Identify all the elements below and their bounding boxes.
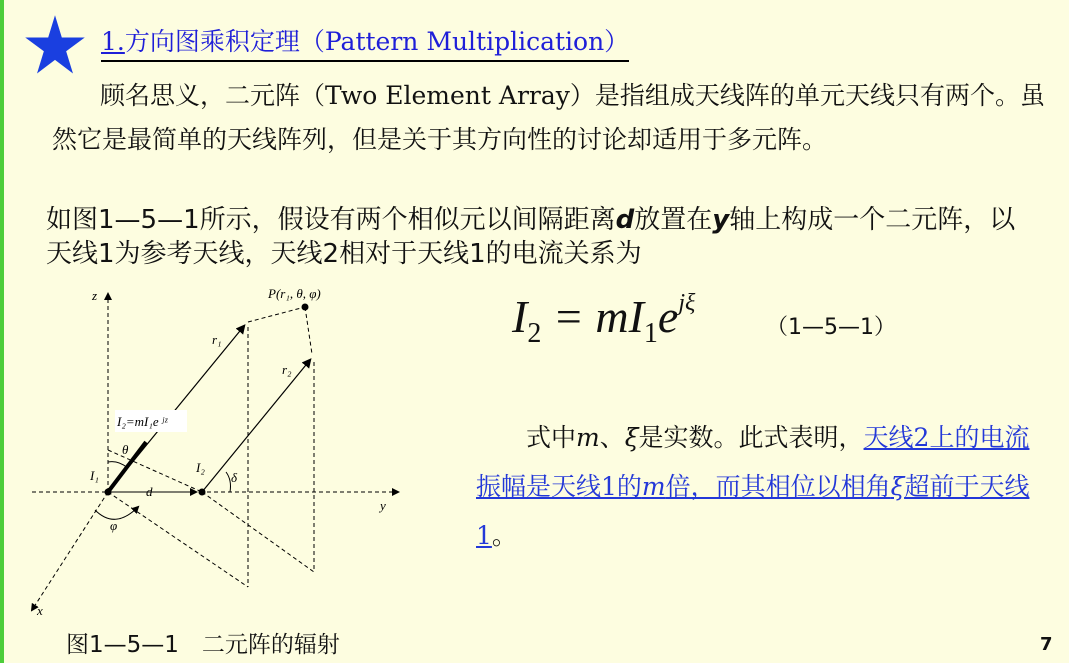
r1-label: r₁ [212, 332, 222, 347]
axis-x-label: x [37, 603, 43, 618]
var-y: y [712, 205, 730, 235]
d-label: d [146, 484, 153, 499]
axis-y-label: y [380, 498, 386, 513]
page-number: 7 [1040, 634, 1053, 655]
i2-equation-label: I₂=mI₁e ʲᶻ [117, 414, 168, 429]
axis-z-label: z [92, 288, 98, 303]
two-element-array-diagram [20, 282, 410, 620]
point-p-label: P(r₁, θ, φ) [268, 286, 321, 301]
intro-paragraph: 顾名思义，二元阵（Two Element Array）是指组成天线阵的单元天线只有两个。虽然它是最简单的天线阵列，但是关于其方向性的讨论却适用于多元阵。 [52, 81, 1045, 154]
var-d: d [615, 205, 635, 235]
section-heading: 1.方向图乘积定理（Pattern Multiplication） [101, 22, 629, 62]
explanation-link[interactable]: 天线2上的电流振幅是天线1的m倍，而其相位以相角ξ超前于天线1 [476, 423, 1030, 550]
setup-paragraph: 如图1—5—1所示，假设有两个相似元以间隔距离d放置在y轴上构成一个二元阵，以天线1为参考天线，天线2相对于天线1的电流关系为 [46, 205, 1016, 269]
theta-label: θ [122, 442, 129, 457]
equation-number: （1—5—1） [766, 315, 896, 340]
phi-label: φ [110, 518, 118, 533]
explanation-paragraph: 式中m、ξ是实数。此式表明，天线2上的电流振幅是天线1的m倍，而其相位以相角ξ超前于天线1。 [476, 423, 1030, 550]
i2-label: I₂ [196, 460, 205, 475]
star-icon [24, 14, 86, 76]
figure-caption: 图1—5—1 二元阵的辐射 [66, 632, 340, 658]
delta-label: δ [231, 470, 238, 485]
left-accent-bar [0, 0, 4, 663]
r2-label: r₂ [282, 362, 292, 377]
current-relation-formula: $I_2 = mI_1e^{j\xi}$ [512, 290, 696, 349]
i1-label: I₁ [90, 468, 99, 483]
